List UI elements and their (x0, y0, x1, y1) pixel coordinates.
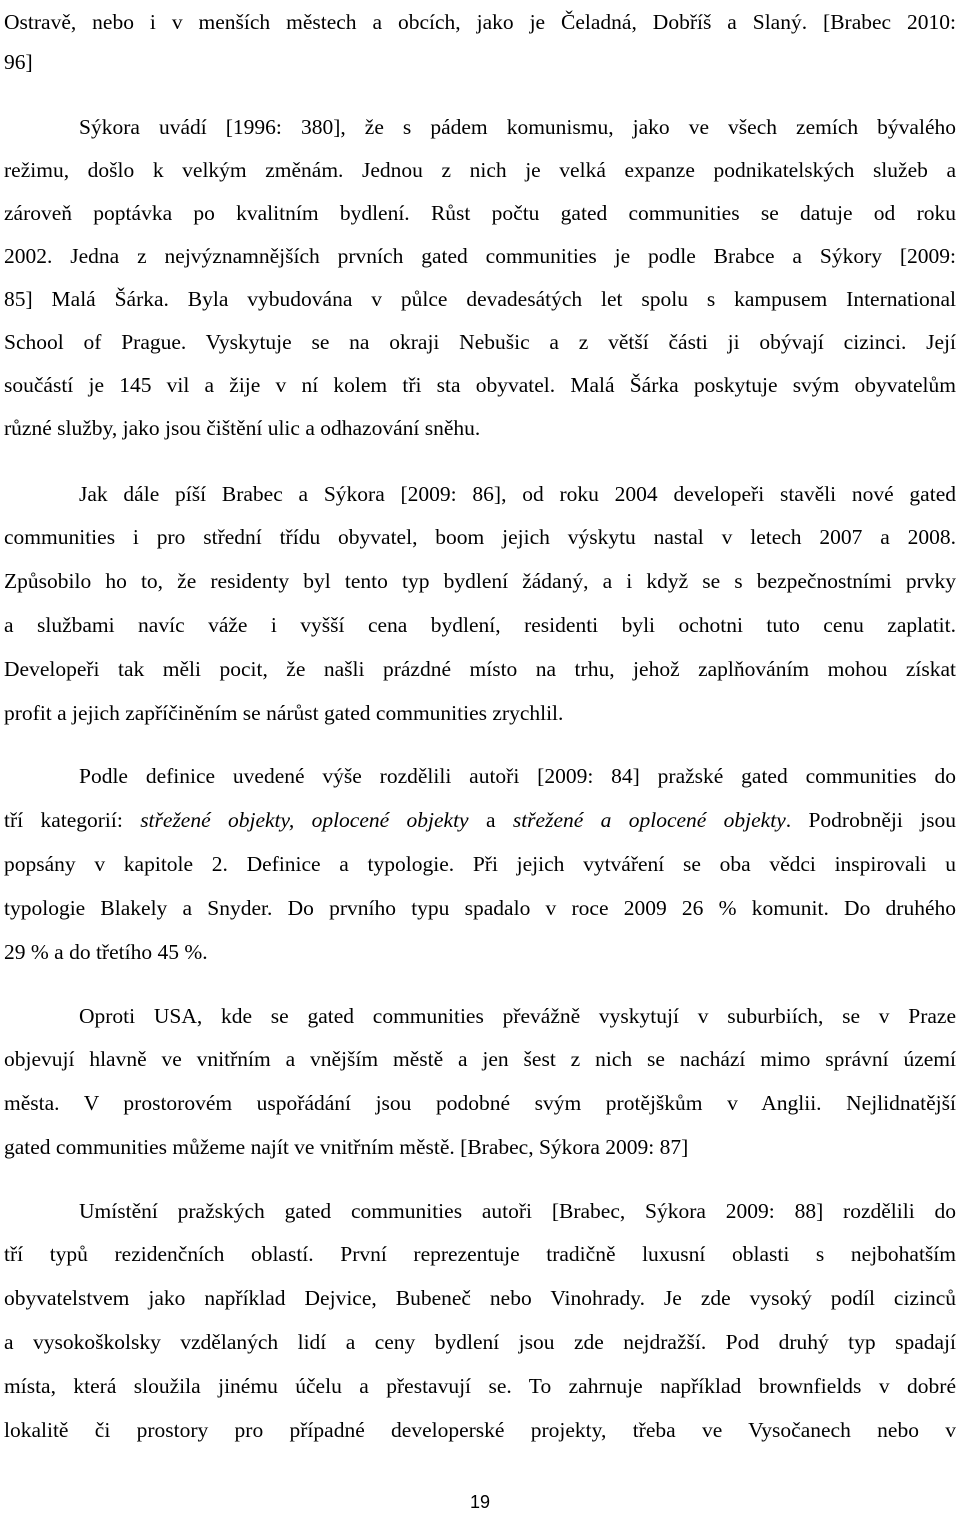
paragraph-line: 96] (4, 50, 33, 74)
paragraph-line: místa, která sloužila jinému účelu a přestavují se. To zahrnuje například brownfields v dobré (4, 1374, 956, 1398)
paragraph-line: a službami navíc váže i vyšší cena bydlení, residenti byli ochotni tuto cenu zaplatit. (4, 613, 956, 637)
paragraph-line: Jak dále píší Brabec a Sýkora [2009: 86], od roku 2004 developeři stavěli nové gated (79, 482, 956, 506)
paragraph-line: typologie Blakely a Snyder. Do prvního typu spadalo v roce 2009 26 % komunit. Do druhého (4, 896, 956, 920)
paragraph-line: lokalitě či prostory pro případné developerské projekty, třeba ve Vysočanech nebo v (4, 1418, 956, 1442)
paragraph-line: Ostravě, nebo i v menších městech a obcích, jako je Čeladná, Dobříš a Slaný. [Brabec 2010: (4, 10, 956, 34)
paragraph-line: Developeři tak měli pocit, že našli prázdné místo na trhu, jehož zaplňováním mohou získat (4, 657, 956, 681)
paragraph-line: 29 % a do třetího 45 %. (4, 940, 208, 964)
paragraph-line: communities i pro střední třídu obyvatel, boom jejich výskytu nastal v letech 2007 a 2008. (4, 525, 956, 549)
paragraph-line: Způsobilo ho to, že residenty byl tento typ bydlení žádaný, a i když se s bezpečnostními prvky (4, 569, 956, 593)
paragraph-line: gated communities můžeme najít ve vnitřním městě. [Brabec, Sýkora 2009: 87] (4, 1135, 689, 1159)
paragraph-line: Sýkora uvádí [1996: 380], že s pádem komunismu, jako ve všech zemích bývalého (79, 115, 956, 139)
page-number: 19 (469, 1492, 491, 1512)
paragraph-line: tří typů rezidenčních oblastí. První reprezentuje tradičně luxusní oblasti s nejbohatším (4, 1242, 956, 1266)
text-run: a (468, 808, 513, 832)
italic-term: střežené objekty, oplocené objekty (140, 808, 469, 832)
paragraph-line: a vysokoškolsky vzdělaných lidí a ceny bydlení jsou zde nejdražší. Pod druhý typ spadají (4, 1330, 956, 1354)
text-run: tří kategorií: (4, 808, 141, 832)
paragraph-line: School of Prague. Vyskytuje se na okraji Nebušic a z větší části ji obývají cizinci. Její (4, 330, 956, 354)
paragraph-line: města. V prostorovém uspořádání jsou podobné svým protějškům v Anglii. Nejlidnatější (4, 1091, 956, 1115)
paragraph-line: režimu, došlo k velkým změnám. Jednou z nich je velká expanze podnikatelských služeb a (4, 158, 956, 182)
paragraph-line: 85] Malá Šárka. Byla vybudována v půlce devadesátých let spolu s kampusem International (4, 287, 956, 311)
paragraph-line-with-italics (4, 803, 956, 837)
paragraph-line: popsány v kapitole 2. Definice a typologie. Při jejich vytváření se oba vědci inspirovali u (4, 852, 956, 876)
paragraph-line: zároveň poptávka po kvalitním bydlení. Růst počtu gated communities se datuje od roku (4, 201, 956, 225)
paragraph-line: součástí je 145 vil a žije v ní kolem tři sta obyvatel. Malá Šárka poskytuje svým obyvatelům (4, 373, 956, 397)
paragraph-line: Umístění pražských gated communities autoři [Brabec, Sýkora 2009: 88] rozdělili do (79, 1199, 956, 1223)
text-run: . Podrobněji jsou (785, 808, 956, 832)
paragraph-line: profit a jejich zapříčiněním se nárůst gated communities zrychlil. (4, 701, 564, 725)
paragraph-line: Oproti USA, kde se gated communities převážně vyskytují v suburbiích, se v Praze (79, 1004, 956, 1028)
paragraph-line: 2002. Jedna z nejvýznamnějších prvních gated communities je podle Brabce a Sýkory [2009: (4, 244, 956, 268)
paragraph-line: objevují hlavně ve vnitřním a vnějším městě a jen šest z nich se nachází mimo správní území (4, 1047, 956, 1071)
paragraph-line: různé služby, jako jsou čištění ulic a odhazování sněhu. (4, 416, 481, 440)
paragraph-line: Podle definice uvedené výše rozdělili autoři [2009: 84] pražské gated communities do (79, 764, 956, 788)
paragraph-line: obyvatelstvem jako například Dejvice, Bubeneč nebo Vinohrady. Je zde vysoký podíl cizinců (4, 1286, 956, 1310)
italic-term: střežené a oplocené objekty (512, 808, 786, 832)
